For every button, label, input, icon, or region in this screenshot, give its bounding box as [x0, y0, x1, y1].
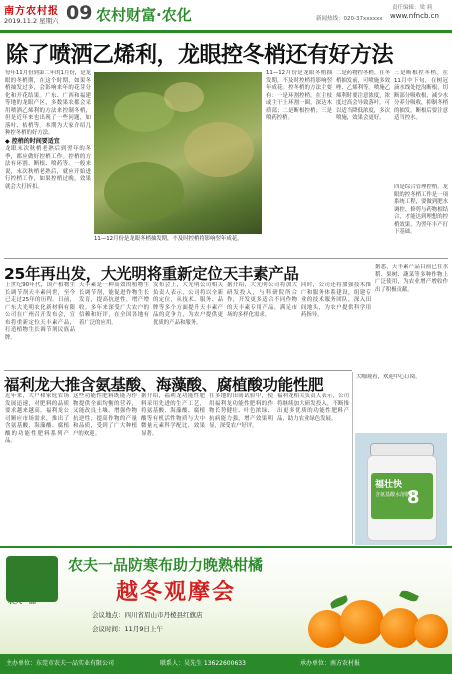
photo-foliage: [104, 162, 184, 222]
newspaper-logo: 南方农村报: [4, 6, 59, 17]
website-link[interactable]: www.nfncb.cn: [390, 12, 439, 20]
column-divider: [352, 372, 353, 544]
fertilizer-product-image: [355, 433, 447, 545]
photo-foliage: [164, 82, 204, 112]
section-title: 农村财富·农化: [96, 6, 192, 24]
venue-label: 会议地点：: [92, 611, 125, 619]
photo-foliage: [184, 122, 254, 177]
article2-col2: 天丰素是一种高效的植物生长调节剂，能促进作物生长发育，提高抗逆性，增产增收。多年来深受广大农户的信赖和好评，在全国各地有着广泛的应用。: [79, 282, 149, 326]
article2-col3: 发布会上，大光明公司相关负责人表示，公司将以全新的定位，从技术、服务、品牌等多个方面提升天丰素产品的竞争力，为农户提供更优质的产品和服务。: [153, 282, 223, 326]
issue-date: 2019.11.2 星期六: [4, 17, 59, 25]
article2-col1: 上世纪90年代，国产植物生长调节剂天丰素问世，至今已走过25年的历程。日前，广东大光明农化新材料有限公司在广州召开发布会，宣布将重新定位天丰素产品，打造植物生长调节剂民族品牌。: [5, 282, 75, 341]
article1-col3: 11—12月份是龙眼冬梢抽发期，不及时控梢将影响翌年成花。控冬梢的方法主要有：一是环割控梢。在主枝或主干上环割一圈，深达木质部；二是断根控梢；三是喷药控梢。: [266, 70, 332, 121]
masthead: [0, 0, 452, 34]
ad-title: 农夫一品防寒布助力晚熟柑橘: [68, 556, 264, 574]
leaf-icon: [399, 589, 419, 604]
article2-col4: 据介绍，大光明公司将加大研发投入，与科研院所合作，开发更多适合不同作物的天丰素专用产品，满足市场的多样化需求。: [227, 282, 297, 318]
ad-venue: [92, 610, 203, 619]
time-label: 会议时间：: [92, 625, 125, 633]
product-number: 8: [407, 487, 420, 508]
article1-headline: 除了喷洒乙烯利，龙眼控冬梢还有好方法: [6, 43, 394, 68]
longan-photo: [94, 72, 262, 234]
article1-subhead: ◆ 控梢的时间要适宜: [5, 137, 60, 145]
venue-value: 四川省眉山市丹棱县红旗店: [124, 611, 203, 619]
ad-partner: 承办单位：南方农村报: [300, 660, 361, 667]
photo-caption: 11—12月份是龙眼冬梢抽发期，不及时控梢将影响翌年成花。: [94, 236, 243, 242]
article3-headline: 福利龙大推含氨基酸、海藻酸、腐植酸功能性肥: [4, 376, 324, 394]
article3-side: 大咖观看，欢迎中心订阅。: [356, 374, 421, 380]
brand-logo-text: 农夫一品: [8, 597, 36, 605]
article1-col5: 三是断根控冬梢。在11月中下旬，在树冠滴水线处挖沟断根，切断部分吸收根，减少水分养分吸收，抑制冬梢的抽发。断根后要注意适当控水。: [394, 70, 448, 121]
article3-col2: 这些功能性肥料既能为作物提供全面均衡的营养，又能改良土壤、增强作物抗逆性，提高作物的产量和品质，受到了广大种植户的欢迎。: [73, 393, 137, 437]
article2-col5: 同时，公司还将加强技术推广和服务体系建设，组建专业的技术服务团队，深入田间地头，为农户提供科学用药指导。: [301, 282, 371, 318]
ad-organizer: 主办单位：东莞市农夫一品实业有限公司: [6, 660, 115, 667]
article1-lead: 每年11月份到第二年的1月份，是龙眼的冬梢期，在这个时期，如果冬梢抽发过多，会影响来年的花芽分化和开花结果。广东、广西和福建等地的龙眼产区，多数果农都会采用喷洒乙烯利的方法来控制冬梢，但是近年来也出现了一些问题，如落叶、枯梢等。本期为大家介绍几种控冬梢的好方法。: [5, 70, 91, 136]
article3-col5: 福利龙相关负责人表示，公司将继续加大研发投入，不断推出更多优质的功能性肥料产品，助力农业绿色发展。: [277, 393, 349, 422]
article3-col4: 在多地的田间试验中，使用福利龙功能性肥料的作物长势健壮、叶色浓绿、抗病能力强，增产效果明显，深受农户好评。: [209, 393, 273, 429]
article2-headline: 25年再出发，大光明将重新定位天丰素产品: [4, 265, 299, 283]
page-number: 09: [66, 2, 93, 24]
article3-col3: 据介绍，福利龙功能性肥料采用先进的生产工艺，将氨基酸、海藻酸、腐植酸等有机活性物质与大中微量元素科学配比，效果显著。: [141, 393, 205, 437]
orange-fruit: [340, 600, 384, 644]
news-hotline: 新闻热线：020-37xxxxxx: [316, 16, 383, 22]
section-divider: [4, 258, 448, 259]
orange-fruit: [414, 614, 448, 648]
article1-col1: [5, 70, 91, 256]
time-value: 11月9日上午: [124, 625, 163, 633]
article1-col4: 二是药物控冬梢。在冬梢抽发前，可喷施多效唑、乙烯利等。喷施乙烯利时要注意浓度，浓度过高会导致落叶。可以适当降低浓度，多次喷施，效果会更好。: [336, 70, 390, 121]
article1-col6: 四是综合管理控梢。龙眼的控冬梢工作是一项系统工程，要做到肥水调控、修剪与药物相结合，才能达到理想的控梢效果，为翌年丰产打下基础。: [394, 184, 448, 235]
editor-credit: 责任编辑：梁 莉: [392, 5, 433, 11]
article2-col6: 据悉，天丰素产品目前已在水稻、果树、蔬菜等多种作物上广泛使用，为农业增产增收作出了积极贡献。: [375, 264, 448, 293]
article1-col2-tail: [94, 244, 150, 256]
product-subtitle: 含氨基酸水溶肥料: [375, 492, 416, 498]
article3-col1: 近年来，大户和家庭农场发展迅速，对肥料的品质要求越来越高。福利龙公司顺应市场需求，推出了含氨基酸、海藻酸、腐植酸的功能性肥料系列产品。: [5, 393, 69, 444]
product-brand: 福壮快: [375, 480, 403, 490]
ad-time: [92, 624, 163, 633]
ad-banner[interactable]: [0, 546, 452, 674]
section-divider: [4, 370, 352, 371]
ad-contact: 联系人：吴先生 13622600633: [160, 660, 246, 667]
ad-footer: [0, 654, 452, 674]
article1-lead-more: 龙眼末次秋梢老熟后到翌年的冬季，都应做好控梢工作。控梢的方法有环割、断根、喷药等。一般来说，末次秋梢老熟后，就应开始进行控梢工作，如果控梢过晚，效果就会大打折扣。: [5, 146, 91, 190]
masthead-rule: [0, 30, 452, 33]
ad-event-title: 越冬观摩会: [116, 580, 237, 605]
